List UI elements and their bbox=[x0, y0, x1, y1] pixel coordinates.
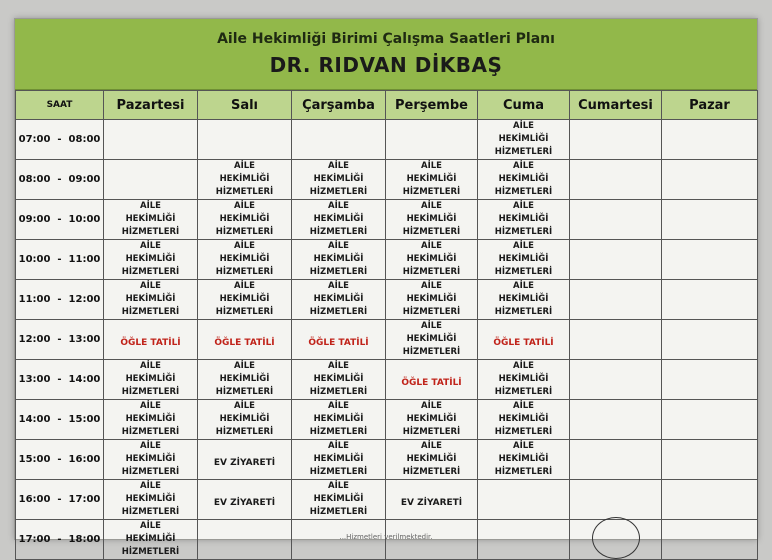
schedule-cell bbox=[662, 400, 758, 440]
service-label bbox=[210, 240, 280, 279]
table-row bbox=[16, 160, 758, 200]
service-label bbox=[489, 160, 559, 199]
time-slot: 14:00 - 15:00 bbox=[16, 400, 104, 440]
service-label-line2: HİZMETLERİ bbox=[309, 387, 368, 397]
column-header-3: Çarşamba bbox=[292, 91, 386, 120]
time-slot: 12:00 - 13:00 bbox=[16, 320, 104, 360]
schedule-sheet bbox=[14, 18, 758, 557]
service-label-line1: AİLE HEKİMLİĞİ bbox=[406, 161, 457, 184]
service-label bbox=[304, 480, 374, 519]
service-label-line1: AİLE HEKİMLİĞİ bbox=[219, 161, 270, 184]
service-label bbox=[116, 360, 186, 399]
schedule-cell bbox=[478, 160, 570, 200]
service-label-line1: AİLE HEKİMLİĞİ bbox=[498, 161, 549, 184]
service-label-line2: HİZMETLERİ bbox=[494, 467, 553, 477]
service-label-line2: HİZMETLERİ bbox=[402, 427, 461, 437]
service-label bbox=[489, 400, 559, 439]
service-label-line1: AİLE HEKİMLİĞİ bbox=[498, 361, 549, 384]
service-label-line1: AİLE HEKİMLİĞİ bbox=[406, 321, 457, 344]
service-label-line2: HİZMETLERİ bbox=[494, 307, 553, 317]
schedule-cell bbox=[662, 200, 758, 240]
schedule-cell bbox=[198, 280, 292, 320]
service-label-line1: AİLE HEKİMLİĞİ bbox=[498, 241, 549, 264]
schedule-cell bbox=[198, 480, 292, 520]
time-slot: 07:00 - 08:00 bbox=[16, 120, 104, 160]
service-label-line1: AİLE HEKİMLİĞİ bbox=[125, 201, 176, 224]
schedule-cell bbox=[386, 280, 478, 320]
schedule-header bbox=[15, 19, 757, 90]
service-label bbox=[489, 200, 559, 239]
service-label-line1: AİLE HEKİMLİĞİ bbox=[125, 441, 176, 464]
schedule-cell bbox=[570, 440, 662, 480]
schedule-cell bbox=[478, 320, 570, 360]
schedule-cell bbox=[104, 320, 198, 360]
service-label-line2: HİZMETLERİ bbox=[494, 227, 553, 237]
service-label-line1: AİLE HEKİMLİĞİ bbox=[313, 441, 364, 464]
service-label-line1: AİLE HEKİMLİĞİ bbox=[498, 201, 549, 224]
table-row bbox=[16, 120, 758, 160]
table-row bbox=[16, 360, 758, 400]
service-label-line1: AİLE HEKİMLİĞİ bbox=[498, 401, 549, 424]
time-slot: 09:00 - 10:00 bbox=[16, 200, 104, 240]
schedule-cell bbox=[198, 120, 292, 160]
doctor-name: DR. RIDVAN DİKBAŞ bbox=[269, 53, 503, 77]
service-label-line2: HİZMETLERİ bbox=[215, 427, 274, 437]
service-label bbox=[397, 280, 467, 319]
service-label-line2: HİZMETLERİ bbox=[402, 187, 461, 197]
service-label bbox=[116, 440, 186, 479]
service-label-line2: HİZMETLERİ bbox=[309, 267, 368, 277]
service-label-line1: AİLE HEKİMLİĞİ bbox=[219, 241, 270, 264]
schedule-cell bbox=[570, 240, 662, 280]
schedule-cell bbox=[386, 160, 478, 200]
schedule-cell bbox=[292, 280, 386, 320]
schedule-cell bbox=[662, 160, 758, 200]
service-label-line2: HİZMETLERİ bbox=[215, 307, 274, 317]
lunch-break-label: ÖĞLE TATİLİ bbox=[401, 378, 462, 388]
service-label-line2: HİZMETLERİ bbox=[309, 227, 368, 237]
service-label-line2: HİZMETLERİ bbox=[215, 187, 274, 197]
service-label bbox=[116, 400, 186, 439]
schedule-cell bbox=[662, 240, 758, 280]
service-label bbox=[304, 440, 374, 479]
schedule-cell bbox=[386, 480, 478, 520]
service-label-line2: HİZMETLERİ bbox=[309, 467, 368, 477]
table-row bbox=[16, 320, 758, 360]
service-label-line2: HİZMETLERİ bbox=[494, 267, 553, 277]
service-label-line2: HİZMETLERİ bbox=[494, 387, 553, 397]
schedule-cell bbox=[570, 160, 662, 200]
service-label-line1: AİLE HEKİMLİĞİ bbox=[125, 241, 176, 264]
service-label-line2: HİZMETLERİ bbox=[309, 307, 368, 317]
schedule-cell bbox=[104, 240, 198, 280]
service-label-line2: HİZMETLERİ bbox=[402, 467, 461, 477]
schedule-cell bbox=[386, 360, 478, 400]
schedule-cell bbox=[570, 480, 662, 520]
schedule-cell bbox=[570, 200, 662, 240]
stamp-mark bbox=[592, 517, 640, 559]
service-label-line1: AİLE HEKİMLİĞİ bbox=[498, 281, 549, 304]
service-label-line1: AİLE HEKİMLİĞİ bbox=[313, 401, 364, 424]
service-label bbox=[210, 160, 280, 199]
schedule-cell bbox=[198, 320, 292, 360]
service-label bbox=[116, 240, 186, 279]
lunch-break-label: ÖĞLE TATİLİ bbox=[214, 338, 275, 348]
schedule-cell bbox=[198, 160, 292, 200]
schedule-cell bbox=[386, 320, 478, 360]
service-label bbox=[116, 280, 186, 319]
schedule-cell bbox=[292, 120, 386, 160]
column-header-7: Pazar bbox=[662, 91, 758, 120]
schedule-cell bbox=[292, 320, 386, 360]
service-label bbox=[397, 200, 467, 239]
service-label-line2: HİZMETLERİ bbox=[121, 547, 180, 557]
column-header-2: Salı bbox=[198, 91, 292, 120]
schedule-cell bbox=[662, 320, 758, 360]
service-label bbox=[397, 160, 467, 199]
table-row bbox=[16, 400, 758, 440]
service-label-line2: HİZMETLERİ bbox=[121, 507, 180, 517]
schedule-cell bbox=[292, 360, 386, 400]
service-label-line1: AİLE HEKİMLİĞİ bbox=[125, 401, 176, 424]
service-label bbox=[397, 440, 467, 479]
service-label bbox=[304, 360, 374, 399]
schedule-cell bbox=[570, 280, 662, 320]
table-row bbox=[16, 200, 758, 240]
schedule-cell bbox=[662, 280, 758, 320]
schedule-cell bbox=[104, 120, 198, 160]
schedule-cell bbox=[662, 480, 758, 520]
schedule-cell bbox=[386, 440, 478, 480]
service-label bbox=[116, 480, 186, 519]
schedule-cell bbox=[386, 200, 478, 240]
service-label-line1: AİLE HEKİMLİĞİ bbox=[219, 201, 270, 224]
time-slot: 13:00 - 14:00 bbox=[16, 360, 104, 400]
table-row bbox=[16, 440, 758, 480]
service-label-line1: AİLE HEKİMLİĞİ bbox=[219, 281, 270, 304]
schedule-cell bbox=[104, 360, 198, 400]
service-label-line2: HİZMETLERİ bbox=[309, 427, 368, 437]
service-label bbox=[304, 160, 374, 199]
service-label-line2: HİZMETLERİ bbox=[402, 347, 461, 357]
service-label-line1: AİLE HEKİMLİĞİ bbox=[313, 361, 364, 384]
column-header-saat: SAAT bbox=[16, 91, 104, 120]
service-label-line2: HİZMETLERİ bbox=[121, 427, 180, 437]
table-row bbox=[16, 240, 758, 280]
service-label-line1: AİLE HEKİMLİĞİ bbox=[125, 281, 176, 304]
service-label-line1: AİLE HEKİMLİĞİ bbox=[313, 241, 364, 264]
lunch-break-label: ÖĞLE TATİLİ bbox=[493, 338, 554, 348]
schedule-cell bbox=[570, 320, 662, 360]
service-label bbox=[397, 240, 467, 279]
service-label-line2: HİZMETLERİ bbox=[494, 427, 553, 437]
schedule-cell bbox=[570, 360, 662, 400]
schedule-cell bbox=[478, 240, 570, 280]
lunch-break-label: ÖĞLE TATİLİ bbox=[120, 338, 181, 348]
service-label bbox=[210, 200, 280, 239]
service-label-line1: AİLE HEKİMLİĞİ bbox=[125, 481, 176, 504]
service-label-line2: HİZMETLERİ bbox=[121, 467, 180, 477]
service-label-line1: AİLE HEKİMLİĞİ bbox=[219, 361, 270, 384]
schedule-cell bbox=[662, 440, 758, 480]
schedule-cell bbox=[662, 120, 758, 160]
schedule-cell bbox=[104, 280, 198, 320]
footnote: ...Hizmetleri verilmektedir. bbox=[339, 533, 433, 541]
service-label-line2: HİZMETLERİ bbox=[494, 187, 553, 197]
time-slot: 17:00 - 18:00 bbox=[16, 520, 104, 560]
service-label-line1: AİLE HEKİMLİĞİ bbox=[406, 241, 457, 264]
schedule-cell bbox=[662, 360, 758, 400]
service-label-line2: HİZMETLERİ bbox=[309, 507, 368, 517]
service-label-line2: HİZMETLERİ bbox=[121, 307, 180, 317]
service-label-line2: HİZMETLERİ bbox=[494, 147, 553, 157]
service-label bbox=[489, 440, 559, 479]
schedule-cell bbox=[478, 400, 570, 440]
service-label bbox=[397, 320, 467, 359]
schedule-cell bbox=[292, 200, 386, 240]
service-label bbox=[489, 360, 559, 399]
service-label-line2: HİZMETLERİ bbox=[309, 187, 368, 197]
home-visit-label: EV ZİYARETİ bbox=[213, 458, 276, 468]
schedule-cell bbox=[478, 360, 570, 400]
schedule-cell bbox=[386, 400, 478, 440]
service-label-line1: AİLE HEKİMLİĞİ bbox=[313, 161, 364, 184]
schedule-cell bbox=[386, 120, 478, 160]
schedule-cell bbox=[386, 240, 478, 280]
schedule-cell bbox=[292, 160, 386, 200]
service-label-line2: HİZMETLERİ bbox=[121, 387, 180, 397]
time-slot: 15:00 - 16:00 bbox=[16, 440, 104, 480]
schedule-cell bbox=[292, 400, 386, 440]
service-label-line2: HİZMETLERİ bbox=[402, 307, 461, 317]
service-label bbox=[116, 200, 186, 239]
service-label-line1: AİLE HEKİMLİĞİ bbox=[406, 281, 457, 304]
service-label-line2: HİZMETLERİ bbox=[215, 267, 274, 277]
service-label-line1: AİLE HEKİMLİĞİ bbox=[313, 281, 364, 304]
time-slot: 11:00 - 12:00 bbox=[16, 280, 104, 320]
service-label-line1: AİLE HEKİMLİĞİ bbox=[313, 481, 364, 504]
service-label bbox=[304, 200, 374, 239]
schedule-table bbox=[15, 90, 758, 560]
service-label-line1: AİLE HEKİMLİĞİ bbox=[125, 521, 176, 544]
schedule-cell bbox=[478, 480, 570, 520]
column-header-5: Cuma bbox=[478, 91, 570, 120]
schedule-cell bbox=[104, 480, 198, 520]
column-header-1: Pazartesi bbox=[104, 91, 198, 120]
service-label-line2: HİZMETLERİ bbox=[215, 387, 274, 397]
service-label-line2: HİZMETLERİ bbox=[121, 267, 180, 277]
schedule-cell bbox=[292, 240, 386, 280]
service-label bbox=[304, 240, 374, 279]
lunch-break-label: ÖĞLE TATİLİ bbox=[308, 338, 369, 348]
schedule-cell bbox=[478, 120, 570, 160]
service-label-line1: AİLE HEKİMLİĞİ bbox=[313, 201, 364, 224]
service-label bbox=[397, 400, 467, 439]
schedule-cell bbox=[478, 200, 570, 240]
service-label bbox=[210, 360, 280, 399]
home-visit-label: EV ZİYARETİ bbox=[400, 498, 463, 508]
schedule-cell bbox=[198, 440, 292, 480]
service-label-line1: AİLE HEKİMLİĞİ bbox=[219, 401, 270, 424]
time-slot: 10:00 - 11:00 bbox=[16, 240, 104, 280]
schedule-cell bbox=[570, 120, 662, 160]
home-visit-label: EV ZİYARETİ bbox=[213, 498, 276, 508]
table-row bbox=[16, 280, 758, 320]
schedule-cell bbox=[104, 200, 198, 240]
schedule-cell bbox=[198, 240, 292, 280]
service-label-line2: HİZMETLERİ bbox=[402, 267, 461, 277]
schedule-cell bbox=[292, 440, 386, 480]
service-label bbox=[210, 400, 280, 439]
schedule-cell bbox=[292, 480, 386, 520]
schedule-title: Aile Hekimliği Birimi Çalışma Saatleri Planı bbox=[217, 31, 555, 47]
table-body bbox=[16, 120, 758, 560]
column-header-4: Perşembe bbox=[386, 91, 478, 120]
table-row bbox=[16, 480, 758, 520]
schedule-cell bbox=[478, 280, 570, 320]
service-label-line1: AİLE HEKİMLİĞİ bbox=[406, 441, 457, 464]
service-label bbox=[489, 280, 559, 319]
service-label bbox=[304, 400, 374, 439]
schedule-cell bbox=[104, 400, 198, 440]
service-label-line1: AİLE HEKİMLİĞİ bbox=[406, 401, 457, 424]
service-label bbox=[210, 280, 280, 319]
service-label-line1: AİLE HEKİMLİĞİ bbox=[125, 361, 176, 384]
service-label-line2: HİZMETLERİ bbox=[121, 227, 180, 237]
schedule-cell bbox=[198, 360, 292, 400]
service-label bbox=[489, 120, 559, 159]
table-header-row bbox=[16, 91, 758, 120]
service-label-line2: HİZMETLERİ bbox=[215, 227, 274, 237]
time-slot: 16:00 - 17:00 bbox=[16, 480, 104, 520]
column-header-6: Cumartesi bbox=[570, 91, 662, 120]
service-label-line1: AİLE HEKİMLİĞİ bbox=[498, 441, 549, 464]
service-label-line2: HİZMETLERİ bbox=[402, 227, 461, 237]
schedule-cell bbox=[104, 440, 198, 480]
schedule-cell bbox=[104, 160, 198, 200]
service-label-line1: AİLE HEKİMLİĞİ bbox=[406, 201, 457, 224]
schedule-cell bbox=[570, 400, 662, 440]
schedule-cell bbox=[478, 440, 570, 480]
service-label bbox=[304, 280, 374, 319]
service-label bbox=[489, 240, 559, 279]
schedule-cell bbox=[198, 400, 292, 440]
service-label-line1: AİLE HEKİMLİĞİ bbox=[498, 121, 549, 144]
schedule-cell bbox=[198, 200, 292, 240]
time-slot: 08:00 - 09:00 bbox=[16, 160, 104, 200]
